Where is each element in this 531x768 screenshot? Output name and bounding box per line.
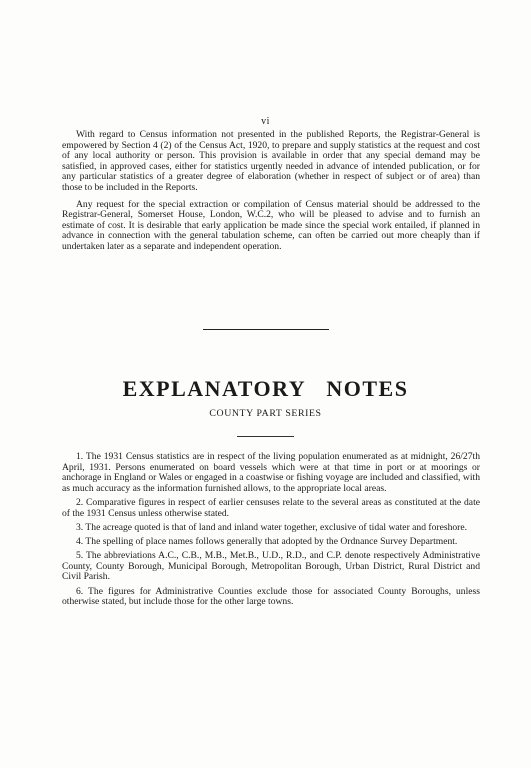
page-number: vi (261, 116, 270, 127)
note-item: 1. The 1931 Census statistics are in respect of the living population enumerated as at midnight, 26/27th April, 1931. Persons enumerated on board vessels which were at that time in port or at moorings or anchorage in England or Wales or engaged in a coastwise or fishing voyage are included and classified, with as much accuracy as the information furnished allows, to the appropriate local areas. (62, 451, 480, 494)
page-title: EXPLANATORY NOTES (122, 376, 409, 401)
page-subtitle: COUNTY PART SERIES (209, 408, 322, 419)
note-item: 2. Comparative figures in respect of earlier censuses relate to the several areas as constituted at the date of the 1931 Census unless otherwise stated. (62, 496, 480, 519)
intro-paragraph: Any request for the special extraction or compilation of Census material should be addressed to the Registrar-General, Somerset House, London, W.C.2, who will be pleased to advise and to furnish an estimate of cost. It is desirable that early application be made since the special work entailed, if planned in advance in connection with the general tabulation scheme, can often be carried out more cheaply than if undertaken later as a separate and independent operation. (62, 198, 480, 252)
note-item: 6. The figures for Administrative Counties exclude those for associated County Boroughs, unless otherwise stated, but include those for the other large towns. (62, 585, 480, 608)
note-item: 3. The acreage quoted is that of land and inland water together, exclusive of tidal water and foreshore. (76, 521, 468, 533)
subtitle-divider (237, 436, 294, 437)
intro-paragraph: With regard to Census information not presented in the published Reports, the Registrar-General is empowered by Section 4 (2) of the Census Act, 1920, to prepare and supply statistics at the request and cost of any local authority or person. This provision is available in order that any special demand may be satisfied, in approved cases, either for statistics urgently needed in advance of intended publication, or for any particular statistics of a greater degree of elaboration (whether in respect of subject or of area) than those to be included in the Reports. (62, 129, 480, 193)
note-item: 5. The abbreviations A.C., C.B., M.B., Met.B., U.D., R.D., and C.P. denote respectively Administrative County, County Borough, Municipal Borough, Metropolitan Borough, Urban District, Rural District and Civil Parish. (62, 550, 480, 583)
census-information-section (62, 130, 480, 259)
explanatory-notes-list (62, 452, 480, 611)
section-divider (203, 329, 329, 330)
note-item: 4. The spelling of place names follows generally that adopted by the Ordnance Survey Department. (76, 535, 458, 547)
